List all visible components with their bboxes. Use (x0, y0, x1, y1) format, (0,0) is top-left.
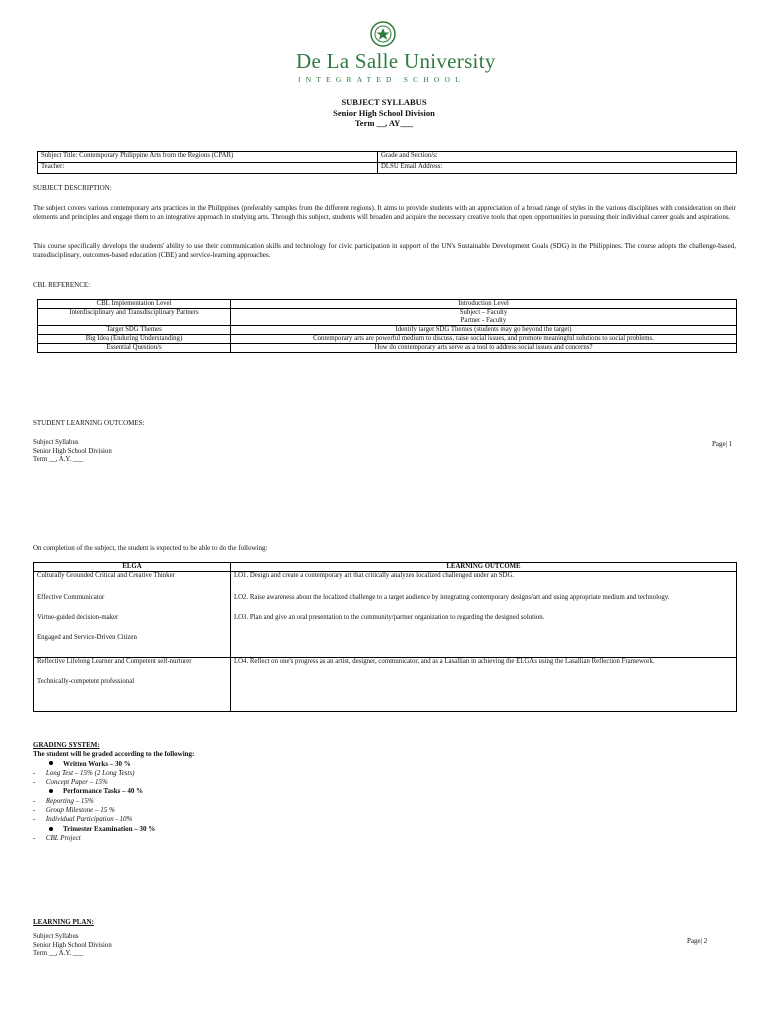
elga-item: Engaged and Service-Driven Citizen (37, 634, 137, 641)
cbl-label-3: Target SDG Themes (38, 326, 231, 335)
page-number-2: Page| 2 (687, 937, 708, 945)
cbl-value-1: Introduction Level (231, 300, 737, 309)
footer-term: Term __, A.Y. ___ (33, 950, 83, 957)
grading-section: GRADING SYSTEM: The student will be graded according to the following: Written Works – 30 % - Long Test – 15% (2 Long Tests) - Concept Paper – 15% Performance Tasks – 40 % - Reporting – 15% - Group Milestone – 15 % - Individual Participation - 10% Trimester Examination – 30 % - CBL Project (33, 741, 195, 842)
syllabus-header (0, 97, 768, 129)
footer-syllabus: Subject Syllabus (33, 439, 79, 446)
written-works: Written Works – 30 % (63, 759, 131, 768)
outcomes-table (33, 562, 737, 712)
outcomes-intro: On completion of the subject, the student is expected to be able to do the following: (33, 544, 268, 552)
footer-syllabus: Subject Syllabus (33, 933, 79, 940)
cbl-value-5: How do contemporary arts serve as a tool to address social issues and concerns? (231, 344, 737, 353)
university-seal-icon (370, 20, 396, 48)
subject-info-table (37, 151, 737, 174)
trimester-exam: Trimester Examination – 30 % (63, 824, 156, 833)
subject-description-p2: This course specifically develops the students' ability to use their communication skills and technology for civic participation in support of the UN's Sustainable Development Goals (SDG) in the Philippines. The course adopts the challenge-based, transdisciplinary, outcomes-based education (CBE) and service-learning approaches. (33, 242, 736, 259)
group-milestone: Group Milestone – 15 % (45, 806, 115, 815)
performance-tasks: Performance Tasks – 40 % (63, 787, 144, 796)
grade-section-cell: Grade and Section/s: (378, 152, 737, 163)
cbl-value-4: Contemporary arts are powerful medium to discuss, raise social issues, and promote meaningful solutions to social problems. (231, 335, 737, 344)
outcome-item: LO3. Plan and give an oral presentation to the community/partner organization to regarding the designed solution. (234, 614, 545, 621)
elga-header: ELGA (34, 563, 231, 572)
bullet-icon (49, 827, 53, 831)
elga-item: Effective Communicator (37, 594, 105, 601)
outcome-item: LO2. Raise awareness about the localized challenge to a target audience by integrating contemporary designs/art and using appropriate medium and technology. (234, 594, 670, 601)
slo-heading: STUDENT LEARNING OUTCOMES: (33, 419, 145, 427)
elga-item: Reflective Lifelong Learner and Competent self-nurturer (37, 658, 192, 665)
school-logo (296, 20, 496, 86)
subject-description-p1: The subject covers various contemporary arts practices in the Philippines (preferably samples from the different regions). It aims to provide students with an appreciation of a broad range of styles in the various disciplines with consideration on their elements and principles and engage them to an integrative approach in studying arts. Through this subject, students will broaden and acquire the necessary creative tools that open opportunities in pursuing their individual career goals and aspirations. (33, 204, 736, 221)
elga-item: Culturally Grounded Critical and Creative Thinker (37, 572, 175, 579)
cbl-label-1: CBL Implementation Level (38, 300, 231, 309)
grading-heading: GRADING SYSTEM: (33, 741, 100, 749)
reporting: Reporting – 15% (45, 796, 94, 805)
elga-item: Virtue-guided decision-maker (37, 614, 119, 621)
page2-footer (33, 933, 112, 959)
email-cell: DLSU Email Address: (378, 163, 737, 174)
university-name: De La Salle University (296, 49, 496, 73)
concept-paper: Concept Paper – 15% (45, 778, 108, 787)
outcome-item: LO1. Design and create a contemporary art that critically analyzes localized challenged under an SDG. (234, 572, 515, 579)
school-name: INTEGRATED SCHOOL (298, 75, 465, 84)
cbl-heading: CBL REFERENCE: (33, 281, 91, 289)
subject-description-heading: SUBJECT DESCRIPTION: (33, 184, 112, 192)
cbl-value-3: Identify target SDG Themes (students may go beyond the target) (231, 326, 737, 335)
header-title: SUBJECT SYLLABUS (341, 97, 427, 107)
outcome-item: LO4. Reflect on one's progress as an artist, designer, communicator, and as a Lasallian in achieving the ELGAs using the Lasallian Reflection Framework. (231, 658, 737, 712)
grading-intro: The student will be graded according to the following: (33, 750, 195, 759)
page1-footer (33, 439, 112, 465)
footer-division: Senior High School Division (33, 447, 112, 455)
cbl-table (37, 299, 737, 353)
cbl-value-2b: Partner - Faculty (460, 317, 507, 324)
cbl-value-2: Subject – Faculty (459, 309, 508, 316)
header-term: Term __, AY___ (354, 118, 414, 128)
learning-outcome-header: LEARNING OUTCOME (231, 563, 737, 572)
cbl-label-4: Big Idea (Enduring Understanding) (38, 335, 231, 344)
subject-title-cell: Subject Title: Contemporary Philippine Arts from the Regions (CPAR) (38, 152, 378, 163)
page-number-1: Page| 1 (712, 440, 733, 448)
teacher-cell: Teacher: (38, 163, 378, 174)
individual-participation: Individual Participation - 10% (45, 815, 133, 824)
elga-item: Technically-competent professional (37, 678, 135, 685)
learning-plan-heading: LEARNING PLAN: (33, 918, 94, 926)
long-test: Long Test – 15% (2 Long Tests) (45, 768, 135, 777)
footer-division: Senior High School Division (33, 941, 112, 949)
cbl-project: CBL Project (45, 833, 81, 842)
header-division: Senior High School Division (333, 107, 435, 118)
cbl-label-2: Interdisciplinary and Transdisciplinary Partners (38, 309, 231, 326)
bullet-icon (49, 761, 53, 765)
footer-term: Term __, A.Y. ___ (33, 456, 83, 463)
bullet-icon (49, 789, 53, 793)
cbl-label-5: Essential Question/s (38, 344, 231, 353)
